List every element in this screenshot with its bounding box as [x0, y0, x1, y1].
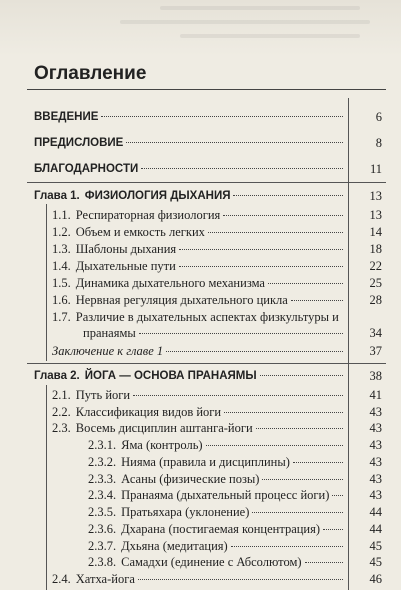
toc-page-number: 28 — [369, 293, 382, 307]
chapter-title: ФИЗИОЛОГИЯ ДЫХАНИЯ — [84, 190, 231, 202]
dot-leader — [223, 215, 343, 216]
toc-page-number: 11 — [369, 162, 382, 176]
toc-page-number: 43 — [369, 488, 382, 502]
page-title: Оглавление — [34, 63, 147, 84]
dot-leader — [208, 232, 343, 233]
toc-conclusion-1[interactable] — [52, 344, 346, 359]
bleed-through-area — [0, 0, 401, 56]
toc-subsection-2-3-4[interactable] — [88, 488, 346, 503]
bleed-through-line — [160, 6, 360, 10]
section-label: Классификация видов йоги — [75, 405, 222, 419]
dot-leader — [231, 546, 343, 547]
section-label: Дыхательные пути — [75, 259, 176, 273]
dot-leader — [141, 168, 343, 169]
toc-chapter-2[interactable] — [34, 369, 346, 384]
section-number: 1.7. — [52, 310, 71, 324]
toc-entry-acknowledgements[interactable] — [34, 162, 346, 177]
section-number: 2.4. — [52, 572, 71, 586]
subsection-label: Дхарана (постигаемая концентрация) — [121, 522, 321, 536]
toc-section-1-4[interactable] — [52, 259, 346, 274]
toc-subsection-2-3-3[interactable] — [88, 472, 346, 487]
toc-page-number: 14 — [369, 225, 382, 239]
toc-page-number: 44 — [369, 505, 382, 519]
dot-leader — [126, 142, 343, 143]
section-label: Хатха-йога — [75, 572, 135, 586]
dot-leader — [233, 195, 343, 196]
conclusion-label: Заключение к главе 1 — [52, 344, 164, 358]
subsection-number: 2.3.2. — [88, 455, 117, 469]
bleed-through-line — [180, 34, 360, 38]
subsection-label: Пратьяхара (уклонение) — [121, 505, 250, 519]
toc-page-number: 38 — [369, 369, 382, 383]
section-label: Путь йоги — [75, 388, 131, 402]
toc-section-1-7[interactable] — [52, 310, 362, 325]
page-column-divider — [348, 98, 349, 590]
toc-page-number: 25 — [369, 276, 382, 290]
toc-entry-label: БЛАГОДАРНОСТИ — [34, 163, 139, 175]
toc-subsection-2-3-5[interactable] — [88, 505, 346, 520]
row-divider — [27, 363, 386, 364]
dot-leader — [138, 579, 343, 580]
dot-leader — [305, 562, 343, 563]
toc-page-number: 45 — [369, 539, 382, 553]
subsection-number: 2.3.3. — [88, 472, 117, 486]
toc-page-number: 43 — [369, 438, 382, 452]
section-label: Различие в дыхательных аспектах физкультуры и — [75, 310, 339, 324]
dot-leader — [291, 300, 343, 301]
section-number: 1.6. — [52, 293, 71, 307]
toc-section-1-2[interactable] — [52, 225, 346, 240]
section-label: Респираторная физиология — [75, 208, 221, 222]
subsection-label: Асаны (физические позы) — [121, 472, 260, 486]
section-indent-divider — [46, 204, 47, 361]
subsection-number: 2.3.5. — [88, 505, 117, 519]
toc-page-number: 34 — [369, 326, 382, 340]
toc-section-1-3[interactable] — [52, 242, 346, 257]
dot-leader — [262, 479, 343, 480]
toc-page-number: 8 — [375, 136, 382, 150]
section-number: 2.3. — [52, 421, 71, 435]
toc-subsection-2-3-1[interactable] — [88, 438, 346, 453]
chapter-number: Глава 1. — [34, 190, 80, 202]
dot-leader — [332, 495, 343, 496]
toc-page-number: 13 — [369, 189, 382, 203]
toc-page-number: 43 — [369, 455, 382, 469]
subsection-number: 2.3.1. — [88, 438, 117, 452]
toc-page-number: 41 — [369, 388, 382, 402]
toc-chapter-1[interactable] — [34, 189, 346, 204]
section-number: 2.1. — [52, 388, 71, 402]
chapter-title: ЙОГА — ОСНОВА ПРАНАЯМЫ — [84, 370, 257, 382]
subsection-number: 2.3.6. — [88, 522, 117, 536]
toc-page-number: 45 — [369, 555, 382, 569]
toc-subsection-2-3-2[interactable] — [88, 455, 346, 470]
toc-section-2-3[interactable] — [52, 421, 346, 436]
dot-leader — [256, 428, 343, 429]
toc-page-number: 46 — [369, 572, 382, 586]
toc-section-2-4[interactable] — [52, 572, 346, 587]
toc-page-number: 6 — [375, 110, 382, 124]
toc-subsection-2-3-6[interactable] — [88, 522, 346, 537]
subsection-label: Яма (контроль) — [121, 438, 203, 452]
subsection-label: Нияма (правила и дисциплины) — [121, 455, 290, 469]
toc-page-number: 18 — [369, 242, 382, 256]
toc-entry-preface[interactable] — [34, 136, 346, 151]
section-number: 1.5. — [52, 276, 71, 290]
toc-section-1-1[interactable] — [52, 208, 346, 223]
subsection-number: 2.3.8. — [88, 555, 117, 569]
toc-page-number: 43 — [369, 421, 382, 435]
section-label: Восемь дисциплин аштанга-йоги — [75, 421, 253, 435]
toc-page-number: 13 — [369, 208, 382, 222]
dot-leader — [101, 116, 343, 117]
subsection-label: Самадхи (единение с Абсолютом) — [121, 555, 302, 569]
toc-section-2-1[interactable] — [52, 388, 346, 403]
section-label: Объем и емкость легких — [75, 225, 205, 239]
dot-leader — [252, 512, 343, 513]
title-rule — [27, 89, 386, 90]
section-number: 1.1. — [52, 208, 71, 222]
section-label: Шаблоны дыхания — [75, 242, 177, 256]
dot-leader — [323, 529, 343, 530]
toc-section-1-6[interactable] — [52, 293, 346, 308]
toc-section-1-5[interactable] — [52, 276, 346, 291]
section-number: 2.2. — [52, 405, 71, 419]
toc-page-number: 44 — [369, 522, 382, 536]
subsection-label: Пранаяма (дыхательный процесс йоги) — [121, 488, 330, 502]
section-number: 1.3. — [52, 242, 71, 256]
dot-leader — [133, 395, 343, 396]
toc-subsection-2-3-8[interactable] — [88, 555, 346, 570]
section-number: 1.2. — [52, 225, 71, 239]
section-number: 1.4. — [52, 259, 71, 273]
section-label-continuation: пранаямы — [83, 326, 136, 340]
dot-leader — [166, 351, 343, 352]
dot-leader — [139, 333, 343, 334]
subsection-number: 2.3.4. — [88, 488, 117, 502]
dot-leader — [224, 412, 343, 413]
toc-entry-introduction[interactable] — [34, 110, 346, 125]
toc-subsection-2-3-7[interactable] — [88, 539, 346, 554]
dot-leader — [268, 283, 343, 284]
subsection-label: Дхьяна (медитация) — [121, 539, 228, 553]
toc-page-number: 22 — [369, 259, 382, 273]
dot-leader — [206, 445, 343, 446]
dot-leader — [260, 375, 343, 376]
section-label: Нервная регуляция дыхательного цикла — [75, 293, 288, 307]
toc-page-number: 43 — [369, 472, 382, 486]
section-label: Динамика дыхательного механизма — [75, 276, 265, 290]
toc-section-2-2[interactable] — [52, 405, 346, 420]
toc-page-number: 43 — [369, 405, 382, 419]
chapter-number: Глава 2. — [34, 370, 80, 382]
toc-entry-label: ПРЕДИСЛОВИЕ — [34, 137, 124, 149]
bleed-through-line — [120, 20, 370, 24]
row-divider — [27, 182, 386, 183]
subsection-number: 2.3.7. — [88, 539, 117, 553]
toc-entry-label: ВВЕДЕНИЕ — [34, 111, 99, 123]
section-indent-divider — [46, 385, 47, 590]
dot-leader — [179, 266, 343, 267]
toc-page-number: 37 — [369, 344, 382, 358]
dot-leader — [179, 249, 343, 250]
toc-section-1-7-continuation — [83, 326, 346, 341]
dot-leader — [293, 462, 343, 463]
